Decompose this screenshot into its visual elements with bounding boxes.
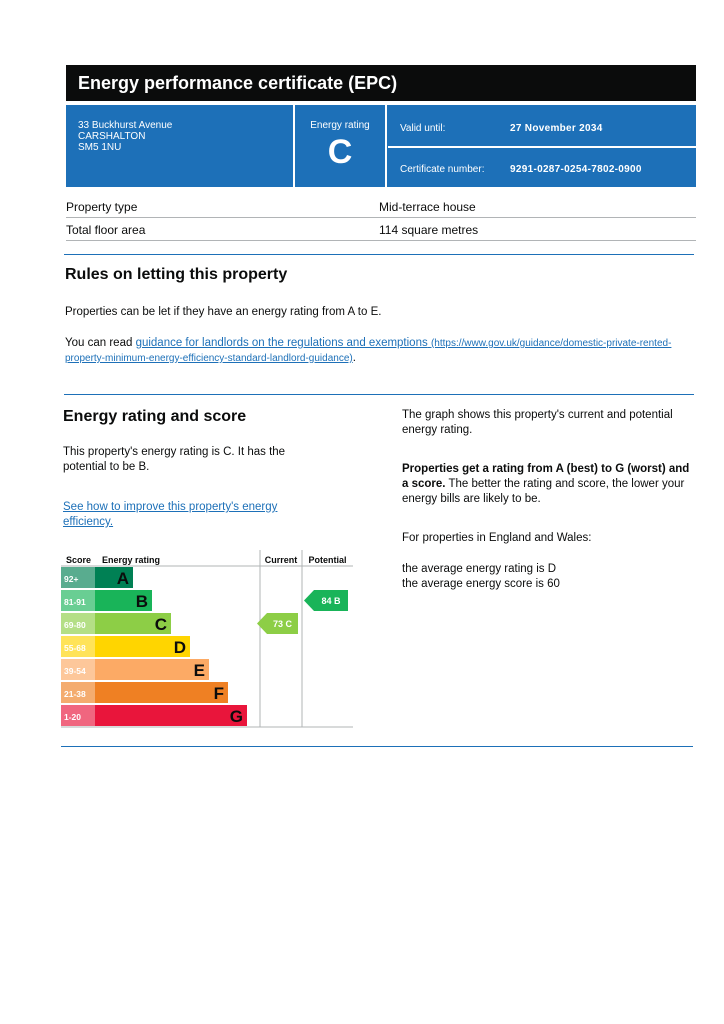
certificate-number-label: Certificate number: <box>400 164 485 175</box>
property-type-row <box>66 196 696 218</box>
band-letter-f: F <box>213 684 224 703</box>
section-divider <box>64 394 694 395</box>
certificate-summary <box>66 105 696 187</box>
floor-area-label: Total floor area <box>66 223 146 237</box>
chart-header-score: Score <box>66 555 92 565</box>
average-score: the average energy score is 60 <box>402 578 560 590</box>
rating-scale-bold: Properties get a rating from A (best) to G (worst) and a score. <box>402 463 690 490</box>
band-range-c: 69-80 <box>64 620 86 630</box>
property-type-label: Property type <box>66 200 138 214</box>
letting-heading: Rules on letting this property <box>65 266 288 283</box>
letting-text-prefix: You can read <box>65 337 136 349</box>
floor-area-row <box>66 219 696 241</box>
valid-until-label: Valid until: <box>400 123 446 134</box>
band-range-e: 39-54 <box>64 666 86 676</box>
letting-text-suffix: . <box>352 352 356 364</box>
band-range-f: 21-38 <box>64 689 86 699</box>
valid-until-value: 27 November 2034 <box>510 123 603 134</box>
improve-efficiency-link[interactable]: See how to improve this property's energy efficiency. <box>63 501 278 528</box>
energy-rating-label: Energy rating <box>310 120 370 131</box>
chart-header-current: Current <box>264 555 298 565</box>
band-range-a: 92+ <box>64 574 79 584</box>
divider <box>293 105 295 187</box>
energy-rating-chart <box>61 550 353 732</box>
section-divider <box>64 254 694 255</box>
property-type-value: Mid-terrace house <box>379 200 476 214</box>
band-range-d: 55-68 <box>64 643 86 653</box>
average-rating: the average energy rating is D <box>402 563 557 575</box>
band-letter-b: B <box>135 592 148 611</box>
landlord-guidance-link[interactable] <box>65 337 671 364</box>
energy-rating-chart-svg <box>61 550 353 732</box>
address-line-1: 33 Buckhurst Avenue <box>78 120 173 131</box>
divider <box>385 105 387 187</box>
band-letter-a: A <box>116 569 129 588</box>
address <box>78 120 172 153</box>
band-range-g: 1-20 <box>64 712 82 722</box>
potential-rating-label: 84 B <box>321 596 341 606</box>
chart-header-potential: Potential <box>308 555 347 565</box>
rating-paragraph: This property's energy rating is C. It has the potential to be B. <box>63 446 286 473</box>
rating-scale-rest: The better the rating and score, the lower your energy bills are likely to be. <box>402 478 685 505</box>
divider <box>388 146 696 148</box>
current-rating-label: 73 C <box>272 619 293 629</box>
certificate-number-value: 9291-0287-0254-7802-0900 <box>510 164 642 175</box>
band-range-b: 81-91 <box>64 597 86 607</box>
landlord-guidance-url: (https://www.gov.uk/guidance/domestic-private-rented-property-minimum-energy-efficiency-standard-landlord-guidance) <box>65 338 672 364</box>
energy-rating-letter: C <box>327 133 353 171</box>
landlord-guidance-link-text: guidance for landlords on the regulations and exemptions <box>135 337 428 349</box>
graph-description: The graph shows this property's current and potential energy rating. <box>402 409 673 436</box>
floor-area-value: 114 square metres <box>379 223 479 237</box>
chart-header-rating: Energy rating <box>102 555 161 565</box>
region-note: For properties in England and Wales: <box>402 532 592 544</box>
band-letter-c: C <box>154 615 167 634</box>
address-line-2: CARSHALTON <box>78 131 146 142</box>
band-letter-g: G <box>229 707 243 726</box>
band-letter-e: E <box>193 661 205 680</box>
letting-paragraph-1: Properties can be let if they have an energy rating from A to E. <box>65 306 382 318</box>
rating-heading: Energy rating and score <box>63 408 247 425</box>
section-divider <box>61 746 693 747</box>
rating-scale-explanation <box>402 462 692 507</box>
address-line-3: SM5 1NU <box>78 142 122 153</box>
band-letter-d: D <box>173 638 186 657</box>
letting-paragraph-2 <box>65 336 685 366</box>
page-title: Energy performance certificate (EPC) <box>66 65 696 101</box>
